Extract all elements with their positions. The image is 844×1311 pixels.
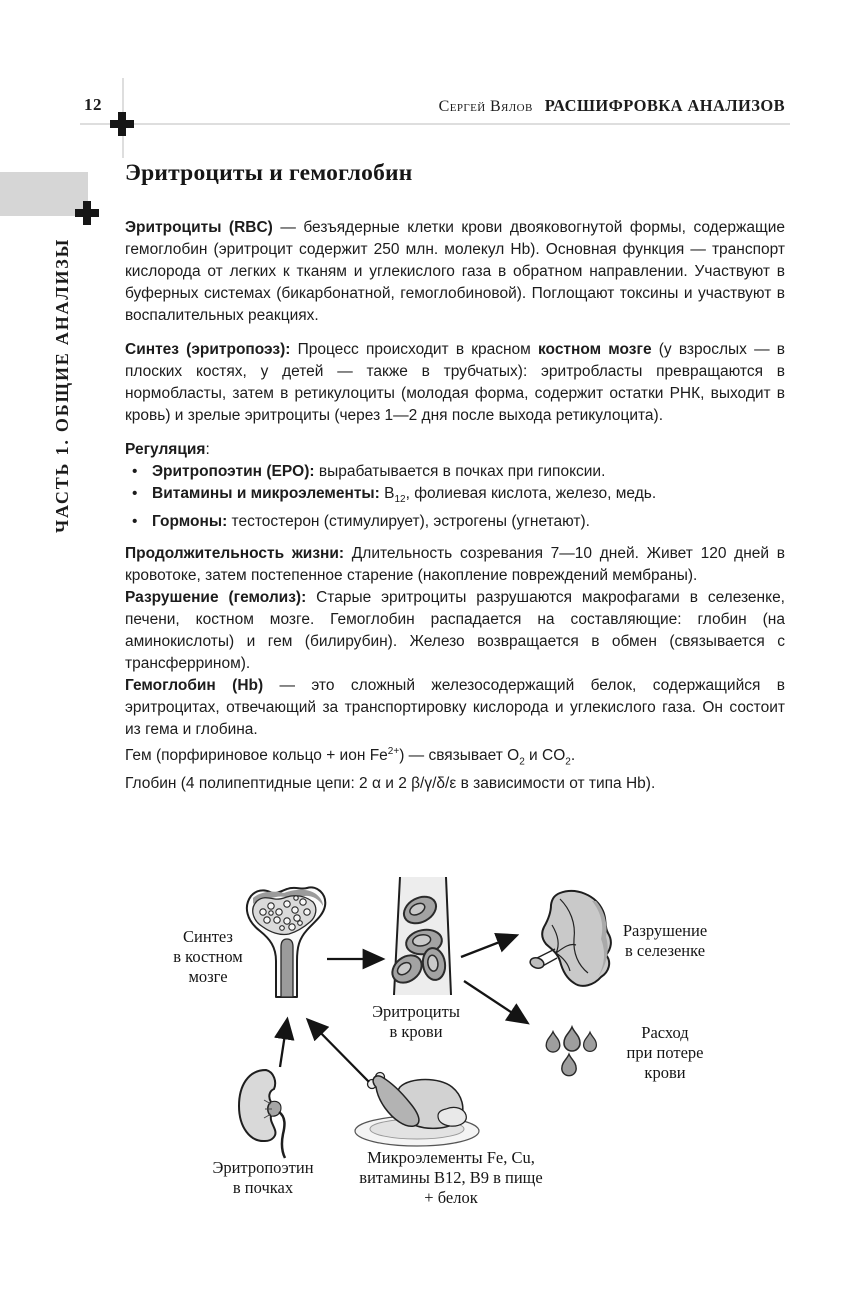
label-blood-loss: Расход при потере крови bbox=[626, 1023, 704, 1082]
paragraph-hemolysis: Разрушение (гемолиз): Старые эритроциты разрушаются макрофагами в селезенке, печени, костном мозге. Гемоглобин распадается на составляющие: глобин (на аминокислоты) и гем (билирубин). Железо возвращается в обмен (связывается с трансферрином). bbox=[125, 589, 785, 673]
list-item-hormones: • Гормоны: тестостерон (стимулирует), эстрогены (угнетают). bbox=[125, 511, 785, 533]
label-synthesis: Синтез в костном мозге bbox=[173, 927, 243, 986]
section-title: Эритроциты и гемоглобин bbox=[125, 160, 413, 186]
crop-cross-icon bbox=[75, 201, 99, 225]
list-item-epo: • Эритропоэтин (EPO): вырабатывается в почках при гипоксии. bbox=[125, 461, 785, 483]
arrow-kidney-to-bone bbox=[280, 1021, 287, 1067]
paragraph-globin: Глобин (4 полипептидные цепи: 2 α и 2 β/γ/δ/ε в зависимости от типа Hb). bbox=[125, 775, 656, 793]
label-nutrients: Микроэлементы Fe, Cu, витамины B12, B9 в пище + белок bbox=[359, 1148, 543, 1207]
main-content bbox=[125, 160, 785, 795]
part-title-vertical: ЧАСТЬ 1. ОБЩИЕ АНАЛИЗЫ bbox=[52, 237, 72, 533]
label-epo: Эритропоэтин в почках bbox=[212, 1158, 314, 1197]
paragraph-lifespan: Продолжительность жизни: Длительность созревания 7—10 дней. Живет 120 дней в кровотоке, затем постепенное старение (накопление повреждений мембраны). bbox=[125, 545, 785, 585]
roast-chicken-icon bbox=[355, 1073, 479, 1147]
label-destruction: Разрушение в селезенке bbox=[622, 921, 708, 960]
paragraph-regulation: Регуляция: bbox=[125, 441, 210, 458]
term-hemolysis: Разрушение (гемолиз): bbox=[125, 589, 307, 607]
term-lifespan: Продолжительность жизни: bbox=[125, 545, 345, 563]
paragraph-rbc: Эритроциты (RBC) — безъядерные клетки крови двояковогнутой формы, содержащие гемоглобин (эритроцит содержит 250 млн. молекул Hb). Основная функция — транспорт кислорода от легких к тканям и углекислого газа в обратном направлении. Участвуют в буферных системах (бикарбонатной, гемоглобиновой). Поглощают токсины и участвуют в воспалительных реакциях. bbox=[125, 219, 785, 324]
erythropoiesis-diagram bbox=[0, 865, 844, 1235]
label-rbc-blood: Эритроциты в крови bbox=[372, 1002, 460, 1041]
bullet-icon: • bbox=[132, 513, 138, 531]
regulation-list bbox=[125, 461, 785, 533]
author-name: Сергей Вялов bbox=[438, 98, 533, 115]
paragraph-synthesis: Синтез (эритропоэз): Процесс происходит в красном костном мозге (у взрослых — в плоских костях, у детей — также в трубчатых): эритробласты превращаются в нормобласты, затем в ретикулоциты (молодая форма, содержит остатки РНК, выходит в кровь) и зрелые эритроциты (через 1—2 дня после выхода ретикулоцита). bbox=[125, 341, 785, 424]
book-title: РАСШИФРОВКА АНАЛИЗОВ bbox=[544, 96, 785, 115]
list-item-vitamins: • Витамины и микроэлементы: $В_{12}$, фолиевая кислота, железо, медь. bbox=[132, 485, 657, 506]
paragraph-heme: Гем (порфириновое кольцо + ион $Fe^{2+}$) — связывает $O_2$ и $CO_2$. bbox=[125, 746, 576, 768]
bullet-icon: • bbox=[132, 485, 138, 502]
blood-drops-icon bbox=[546, 1027, 596, 1076]
running-head bbox=[439, 96, 785, 116]
page-number: 12 bbox=[84, 95, 102, 114]
kidney-icon bbox=[239, 1070, 285, 1158]
term-hemoglobin: Гемоглобин (Hb) bbox=[125, 677, 264, 695]
term-regulation: Регуляция bbox=[125, 441, 206, 458]
term-rbc: Эритроциты (RBC) bbox=[125, 219, 273, 236]
header-rule-horizontal bbox=[80, 123, 790, 125]
arrow-vessel-to-spleen bbox=[461, 936, 515, 957]
spleen-icon bbox=[529, 891, 611, 986]
paragraph-hemoglobin: Гемоглобин (Hb) — это сложный железосодержащий белок, содержащийся в эритроцитах, отвечающий за транспортировку кислорода и углекислого газа. Он состоит из гема и глобина. bbox=[125, 677, 785, 739]
blood-vessel-icon bbox=[387, 877, 451, 995]
crop-cross-icon bbox=[110, 112, 134, 136]
bullet-icon: • bbox=[132, 463, 138, 480]
term-synthesis: Синтез (эритропоэз): bbox=[125, 341, 291, 358]
